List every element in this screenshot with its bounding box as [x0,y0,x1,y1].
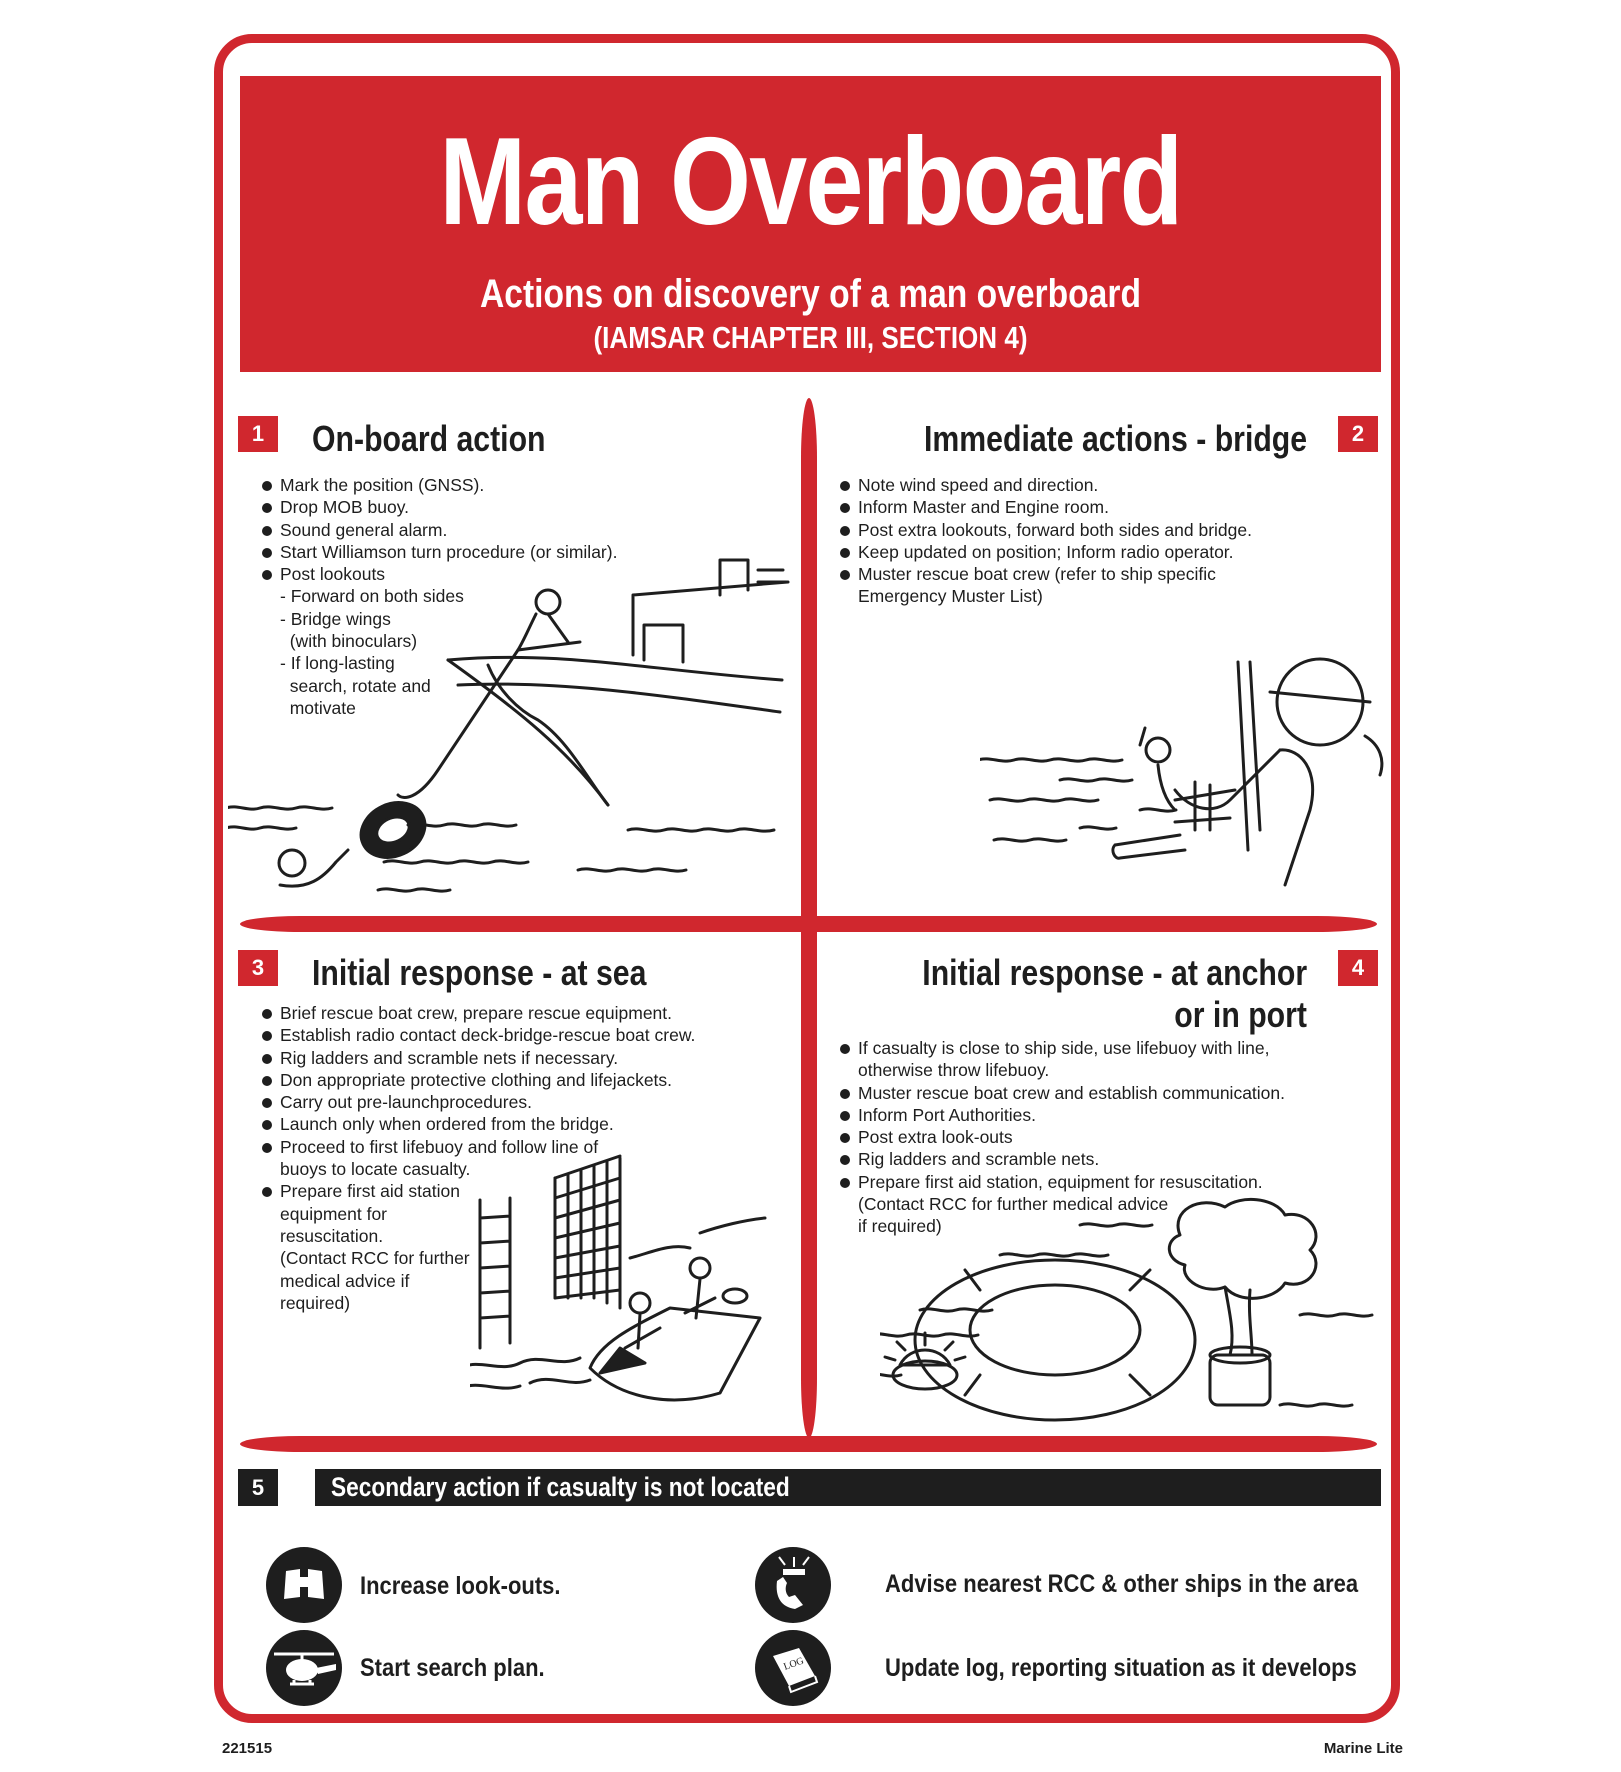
log-icon-text: LOG [782,1655,806,1673]
sub-item: (with binoculars) [280,631,418,652]
section-4-badge: 4 [1338,950,1378,986]
action-start-search-plan: Start search plan. [360,1654,545,1682]
list-item: Inform Master and Engine room. [838,496,1252,518]
ship-mob-illustration [228,540,798,910]
section-5-title: Secondary action if casualty is not located [331,1472,790,1502]
list-item: Note wind speed and direction. [838,474,1252,496]
sub-item: - If long-lasting [280,653,395,674]
horizontal-divider-top [240,916,1377,932]
lifebuoy-illustration [880,1195,1380,1435]
section-3-title: Initial response - at sea [312,952,647,993]
page-subtitle: Actions on discovery of a man overboard [480,272,1141,316]
sub-item: - Bridge wings [280,608,391,629]
section-3-badge: 3 [238,950,278,986]
section-2-list [838,474,1252,608]
list-item: Inform Port Authorities. [838,1104,1285,1126]
section-4-title-line1: Initial response - at anchor [922,952,1307,993]
list-item: Launch only when ordered from the bridge. [260,1113,695,1135]
list-item: Muster rescue boat crew (refer to ship specific [838,563,1252,585]
list-item: Mark the position (GNSS). [260,474,617,496]
list-continuation: Emergency Muster List) [858,586,1043,607]
list-item: Post extra look-outs [838,1126,1285,1148]
section-2-title: Immediate actions - bridge [923,418,1307,459]
list-item: Prepare first aid station [260,1180,695,1202]
list-continuation: equipment for [280,1203,388,1224]
rescue-boat-illustration [470,1148,770,1408]
list-continuation: required) [280,1292,351,1313]
radio-call-icon [755,1547,831,1623]
list-item: Post lookouts [260,563,617,585]
list-continuation: medical advice if [280,1270,410,1291]
brand-name: Marine Lite [1323,1740,1403,1757]
section-reference: (IAMSAR CHAPTER III, SECTION 4) [593,320,1028,355]
page-title: Man Overboard [439,113,1182,251]
list-item: Drop MOB buoy. [260,496,617,518]
list-item: Prepare first aid station, equipment for resuscitation. [838,1171,1285,1193]
list-item: Proceed to first lifebuoy and follow line of [260,1136,695,1158]
list-continuation: buoys to locate casualty. [280,1159,471,1180]
list-item: Rig ladders and scramble nets. [838,1148,1285,1170]
section-5-badge: 5 [238,1469,278,1506]
section-5-header [315,1469,1381,1506]
list-item: Brief rescue boat crew, prepare rescue equipment. [260,1002,695,1024]
helicopter-icon [266,1630,342,1706]
list-item: Establish radio contact deck-bridge-rescue boat crew. [260,1024,695,1046]
product-code: 221515 [222,1740,273,1757]
list-continuation: (Contact RCC for further medical advice [858,1194,1169,1215]
list-item: If casualty is close to ship side, use lifebuoy with line, [838,1037,1285,1059]
list-item: Don appropriate protective clothing and lifejackets. [260,1069,695,1091]
action-update-log: Update log, reporting situation as it develops [885,1654,1357,1682]
list-item: Sound general alarm. [260,519,617,541]
list-item: Muster rescue boat crew and establish communication. [838,1082,1285,1104]
binoculars-icon [266,1547,342,1623]
action-advise-rcc: Advise nearest RCC & other ships in the area [885,1570,1359,1598]
list-item: Carry out pre-launchprocedures. [260,1091,695,1113]
header-banner [240,76,1381,372]
sub-item: - Forward on both sides [280,586,464,607]
list-continuation: resuscitation. [280,1225,384,1246]
list-continuation: if required) [858,1216,942,1237]
list-continuation: otherwise throw lifebuoy. [858,1060,1050,1081]
section-1-title: On-board action [312,418,546,459]
list-item: Start Williamson turn procedure (or similar). [260,541,617,563]
section-4-title-line2: or in port [1174,994,1307,1035]
logbook-icon [755,1630,831,1706]
lookout-illustration [980,650,1390,900]
list-continuation: (Contact RCC for further [280,1248,470,1269]
list-item: Keep updated on position; Inform radio operator. [838,541,1252,563]
list-item: Post extra lookouts, forward both sides and bridge. [838,519,1252,541]
horizontal-divider-bottom [240,1436,1377,1452]
section-2-badge: 2 [1338,416,1378,452]
section-1-badge: 1 [238,416,278,452]
sub-item: motivate [280,697,356,718]
action-increase-lookouts: Increase look-outs. [360,1572,561,1600]
sub-item: search, rotate and [280,675,431,696]
list-item: Rig ladders and scramble nets if necessary. [260,1047,695,1069]
